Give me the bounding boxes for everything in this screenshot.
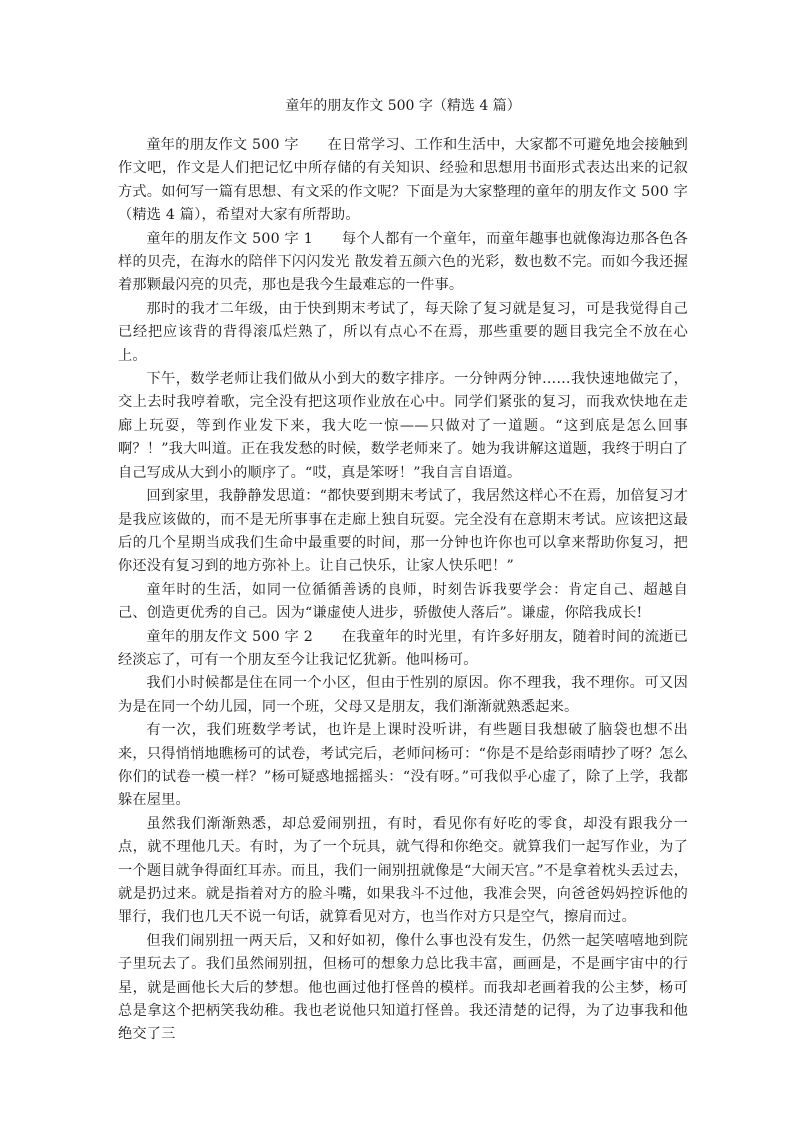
paragraph-at-home: 回到家里，我静静发思道：“都快要到期末考试了，我居然这样心不在焉，加倍复习才是我应该做的，而不是无所事事在走廊上独自玩耍。完全没有在意期末考试。应该把这最后的几个星期当成我们生命中最重要的时间，那一分钟也许你也可以拿来帮助你复习，把你还没有复习到的地方弥补上。让自己快乐，让家人快乐吧！” [118,488,688,575]
paragraph-childhood-life: 童年时的生活，如同一位循循善诱的良师，时刻告诉我要学会：肯定自己、超越自己、创造更优秀的自己。因为“谦虚使人进步，骄傲使人落后”。谦虚，你陪我成长! [118,581,688,622]
paragraph-same-community: 我们小时候都是住在同一个小区，但由于性别的原因。你不理我，我不理你。可又因为是在同一个幼儿园，同一个班，父母又是朋友，我们渐渐就熟悉起来。 [118,675,688,715]
paragraph-afternoon-test: 下午，数学老师让我们做从小到大的数字排序。一分钟两分钟……我快速地做完了，交上去时我哼着歌，完全没有把这项作业放在心中。同学们紧张的复习，而我欢快地在走廊上玩耍，等到作业发下来，我大吃一惊——只做对了一道题。“这到底是怎么回事啊？！”我大叫道。正在我发愁的时候，数学老师来了。她为我讲解这道题，我终于明白了自己写成从大到小的顺序了。“哎，真是笨呀！”我自言自语道。 [118,371,688,481]
paragraph-quarrels: 虽然我们渐渐熟悉，却总爱闹别扭，有时，看见你有好吃的零食，却没有跟我分一点，就不理他几天。有时，为了一个玩具，就气得和你绝交。就算我们一起写作业，为了一个题目就争得面红耳赤。而且，我们一闹别扭就像是“大闹天宫。”不是拿着枕头丢过去，就是扔过来。就是指着对方的脸斗嘴，如果我斗不过他，我准会哭，向爸爸妈妈控诉他的罪行，我们也几天不说一句话，就算看见对方，也当作对方只是空气，擦肩而过。 [118,815,688,926]
paragraph-essay2-opening: 童年的朋友作文 500 字 2 在我童年的时光里，有许多好朋友，随着时间的流逝已经淡忘了，可有一个朋友至今让我记忆犹新。他叫杨可。 [118,628,688,668]
paragraph-math-exam: 有一次，我们班数学考试，也许是上课时没听讲，有些题目我想破了脑袋也想不出来，只得悄悄地瞧杨可的试卷，考试完后，老师问杨可：“你是不是给彭雨晴抄了呀？怎么你们的试卷一模一样？”杨可疑惑地摇摇头：“没有呀。”可我似乎心虚了，除了上学，我都躲在屋里。 [118,722,688,809]
paragraph-essay1-opening: 童年的朋友作文 500 字 1 每个人都有一个童年，而童年趣事也就像海边那各色各样的贝壳，在海水的陪伴下闪闪发光 散发着五颜六色的光彩，数也数不完。而如今我还握着那颗最闪亮的贝壳，那也是我今生最难忘的一件事。 [118,230,688,294]
paragraph-making-up: 但我们闹别扭一两天后，又和好如初，像什么事也没有发生，仍然一起笑嘻嘻地到院子里玩去了。我们虽然闹别扭，但杨可的想象力总比我丰富，画画是，不是画宇宙中的行星，就是画他长大后的梦想。他也画过他打怪兽的模样。而我却老画着我的公主梦，杨可总是拿这个把柄笑我幼稚。我也老说他只知道打怪兽。我还清楚的记得，为了边事我和他绝交了三 [118,932,688,1043]
document-page [118,96,688,1047]
paragraph-second-grade: 那时的我才二年级，由于快到期末考试了，每天除了复习就是复习，可是我觉得自己已经把应该背的背得滚瓜烂熟了，所以有点心不在焉，那些重要的题目我完全不放在心上。 [118,300,688,364]
paragraph-intro: 童年的朋友作文 500 字 在日常学习、工作和生活中，大家都不可避免地会接触到作文吧，作文是人们把记忆中所存储的有关知识、经验和思想用书面形式表达出来的记叙方式。如何写一篇有思想、有文采的作文呢？下面是为大家整理的童年的朋友作文 500 字（精选 4 篇），希望对大家有所帮助。 [118,137,688,224]
document-title: 童年的朋友作文 500 字（精选 4 篇） [285,98,521,114]
